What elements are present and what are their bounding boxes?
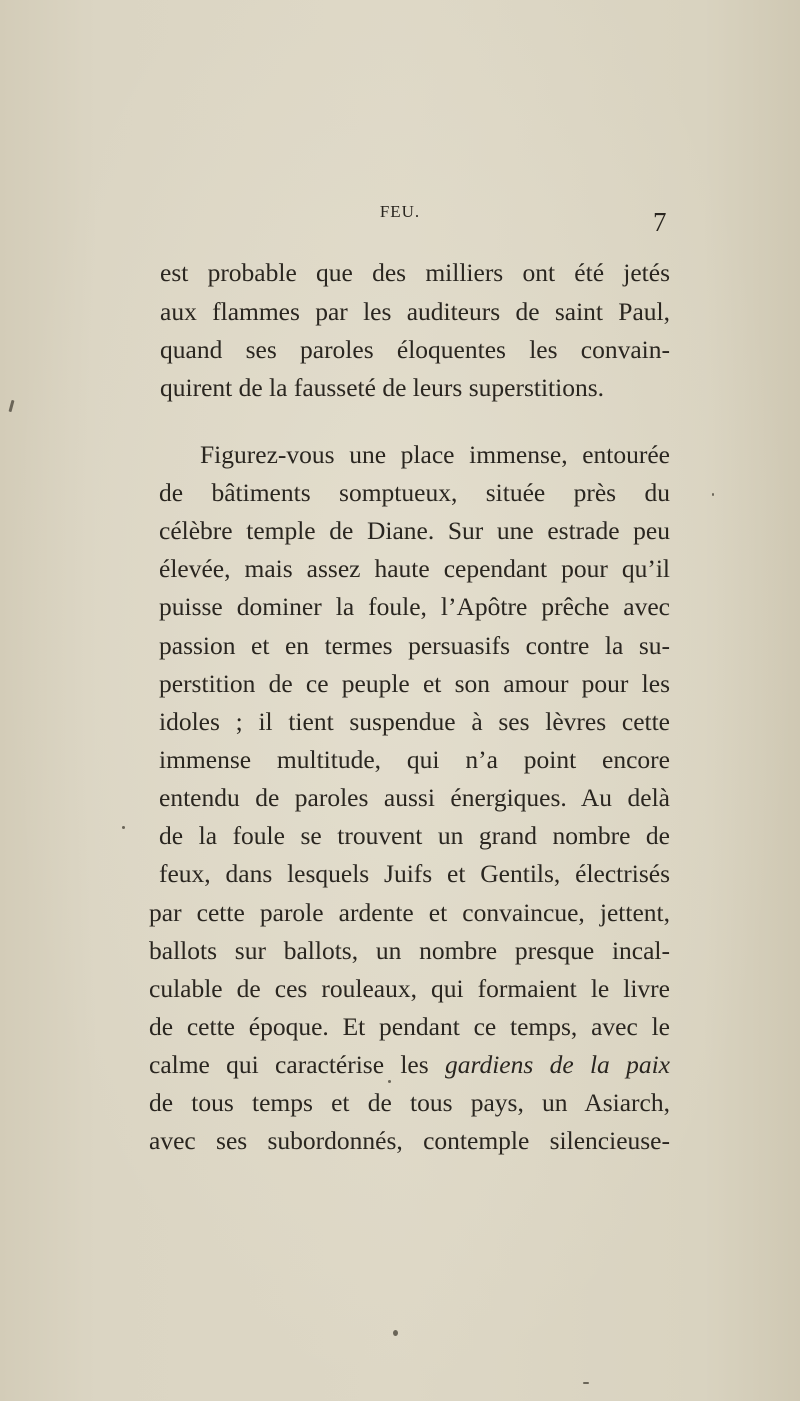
text-line: aux flammes par les auditeurs de saint Paul, [160, 297, 670, 326]
paper-speck [393, 1330, 398, 1336]
paper-speck [583, 1382, 589, 1384]
text-line: de la foule se trouvent un grand nombre de [159, 821, 670, 850]
text-line: élevée, mais assez haute cependant pour qu’il [159, 554, 670, 583]
text-line: entendu de paroles aussi énergiques. Au delà [159, 783, 670, 812]
text-line: de bâtiments somptueux, située près du [159, 478, 670, 507]
text-line: par cette parole ardente et convaincue, jettent, [149, 898, 670, 927]
italic-phrase: gardiens de la paix [444, 1050, 670, 1079]
text-line: est probable que des milliers ont été jetés [160, 258, 670, 287]
text-line: puisse dominer la foule, l’Apôtre prêche avec [159, 592, 670, 621]
text-line: perstition de ce peuple et son amour pour les [159, 669, 670, 698]
text-segment: calme qui caractérise les [149, 1050, 445, 1079]
running-header: FEU. [379, 202, 421, 221]
text-line: quirent de la fausseté de leurs superstitions. [160, 373, 605, 402]
paper-mark [8, 400, 14, 412]
text-line: idoles ; il tient suspendue à ses lèvres cette [159, 707, 670, 736]
text-line: immense multitude, qui n’a point encore [159, 745, 670, 774]
paper-speck [712, 493, 714, 496]
text-line: feux, dans lesquels Juifs et Gentils, électrisés [159, 859, 670, 888]
text-line: passion et en termes persuasifs contre la su- [159, 631, 670, 660]
text-line: culable de ces rouleaux, qui formaient le livre [149, 974, 670, 1003]
text-line: célèbre temple de Diane. Sur une estrade peu [159, 516, 670, 545]
text-line: quand ses paroles éloquentes les convain- [160, 335, 670, 364]
text-line-with-italic [149, 1050, 670, 1080]
text-line: de tous temps et de tous pays, un Asiarch, [149, 1088, 670, 1117]
text-line: ballots sur ballots, un nombre presque incal- [149, 936, 670, 965]
paper-speck [122, 826, 125, 829]
text-line: de cette époque. Et pendant ce temps, avec le [149, 1012, 670, 1041]
page-number: 7 [653, 207, 667, 237]
text-line: Figurez-vous une place immense, entourée [200, 440, 670, 469]
text-line: avec ses subordonnés, contemple silencieuse- [149, 1126, 670, 1155]
paper-speck [388, 1080, 391, 1083]
